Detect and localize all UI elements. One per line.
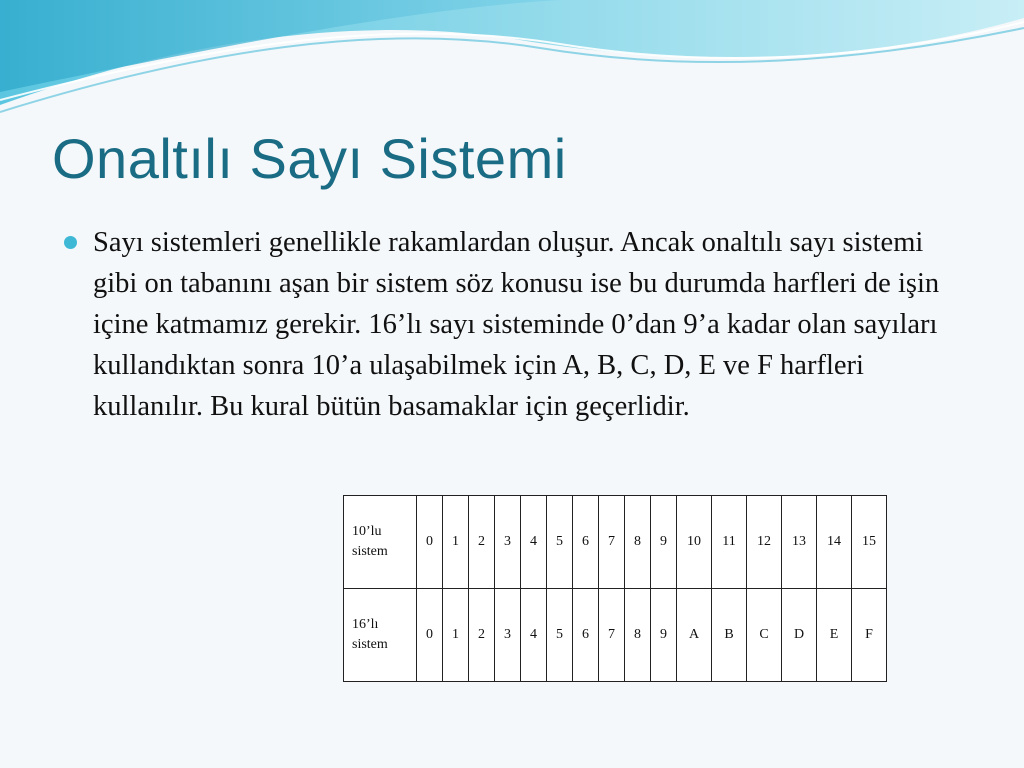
table-cell: 15 [852,496,887,589]
table-cell: 0 [417,496,443,589]
table-cell: 3 [495,589,521,682]
table-cell: 1 [443,589,469,682]
table-cell: E [817,589,852,682]
table-row [344,496,887,589]
bullet-icon [64,236,77,249]
table-cell: F [852,589,887,682]
table-cell: 4 [521,589,547,682]
table-cell: A [677,589,712,682]
row-label [344,496,417,589]
table-cell: 4 [521,496,547,589]
table-cell: 2 [469,496,495,589]
table-cell: 2 [469,589,495,682]
table-cell: C [747,589,782,682]
table-cell: B [712,589,747,682]
table-cell: 7 [599,496,625,589]
slide-title: Onaltılı Sayı Sistemi [52,127,567,190]
number-system-table [343,495,887,682]
table-cell: 7 [599,589,625,682]
table-cell: 0 [417,589,443,682]
table-cell: D [782,589,817,682]
table-cell: 14 [817,496,852,589]
header-wave-decoration [0,0,1024,120]
table-cell: 10 [677,496,712,589]
row-label-line2: sistem [352,637,388,652]
table-cell: 6 [573,589,599,682]
table-cell: 13 [782,496,817,589]
table-cell: 9 [651,496,677,589]
table-cell: 3 [495,496,521,589]
table-cell: 8 [625,589,651,682]
table-cell: 5 [547,589,573,682]
row-label-line1: 10’lu [352,524,382,539]
table-cell: 1 [443,496,469,589]
table-row [344,589,887,682]
table-cell: 8 [625,496,651,589]
table-cell: 5 [547,496,573,589]
row-label-line2: sistem [352,544,388,559]
bullet-paragraph: Sayı sistemleri genellikle rakamlardan oluşur. Ancak onaltılı sayı sistemi gibi on tabanını aşan bir sistem söz konusu ise bu durumda harfleri de işin içine katmamız gerekir. 16’lı sayı sisteminde 0’dan 9’a kadar olan sayıları kullandıktan sonra 10’a ulaşabilmek için A, B, C, D, E ve F harfleri kullanılır. Bu kural bütün basamaklar için geçerlidir. [93,227,940,422]
row-label [344,589,417,682]
table-cell: 6 [573,496,599,589]
table-cell: 12 [747,496,782,589]
row-label-line1: 16’lı [352,617,379,632]
table-cell: 11 [712,496,747,589]
table-cell: 9 [651,589,677,682]
